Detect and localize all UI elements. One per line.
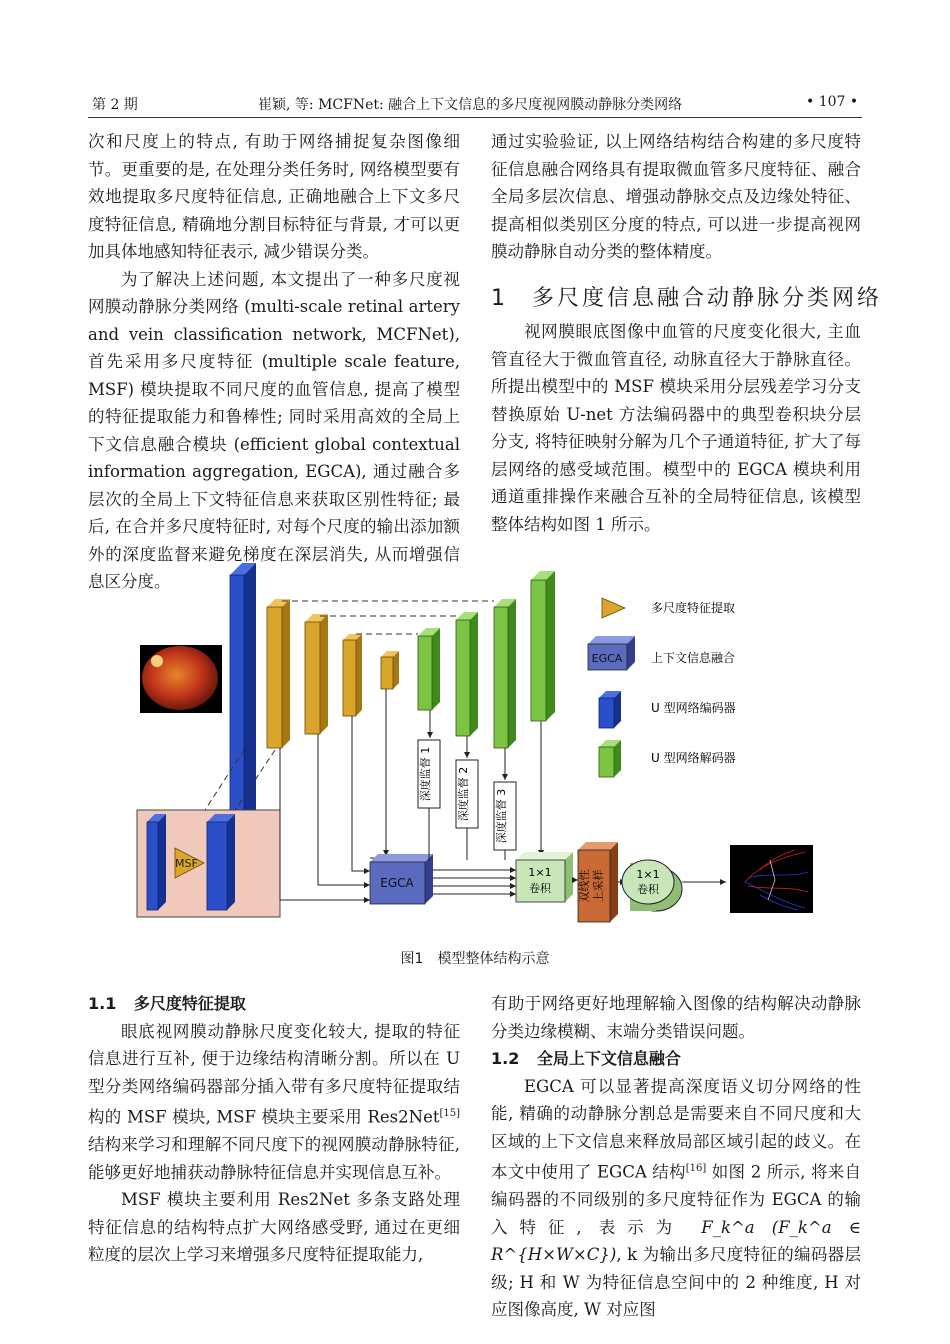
header-rule (88, 117, 862, 118)
upsample-line2: 上采样 (592, 869, 605, 903)
figure-caption: 图1 模型整体结构示意 (400, 951, 550, 967)
egca-label: EGCA (380, 876, 414, 890)
legend-encoder-icon (599, 691, 621, 728)
paragraph: 为了解决上述问题, 本文提出了一种多尺度视网膜动静脉分类网络 (multi-scale retinal artery and vein classification network, MCFNet), 首先采用多尺度特征 (multiple scale feature, MSF) 模块提取不同尺度的血管信息, 提高了模型的特征提取能力和鲁棒性; 同时采用高效的全局上下文信息融合模块 (efficient global contextual information aggregation, EGCA), 通过融合多层次的全局上下文特征信息来获取区别性特征; 最后, 在合并多尺度特征时, 对每个尺度的输出添加额外的深度监督来避免梯度在深层消失, 从而增强信息区分度。 (88, 269, 460, 591)
output-vessel-map (730, 845, 813, 913)
legend-egca-box-label: EGCA (591, 652, 623, 665)
right-column-section1 (491, 318, 861, 538)
model-architecture-figure (0, 560, 950, 940)
decoder-block-1 (418, 628, 440, 710)
subsection-number: 1.1 (88, 994, 117, 1013)
section-1-heading (491, 281, 882, 312)
paragraph (88, 1018, 460, 1187)
feature-block-4 (381, 651, 399, 689)
msf-encoder-right (207, 814, 235, 910)
encoder-block (230, 563, 256, 844)
deep-sup-1-label: 深度监督 1 (419, 746, 432, 802)
paragraph: 次和尺度上的特点, 有助于网络捕捉复杂图像细节。更重要的是, 在处理分类任务时, 网络模型要有效地提取多尺度特征信息, 正确地融合上下文多尺度特征信息, 精确地分割目标特征与背景, 才可以更加具体地感知特征表示, 减少错误分类。 (88, 132, 460, 261)
page-number: • 107 • (806, 94, 859, 110)
egca-module (370, 854, 433, 904)
fundus-icon (142, 646, 218, 710)
paragraph-text: 结构来学习和理解不同尺度下的视网膜动静脉特征, 能够更好地捕获动静脉特征信息并实现信息互补。 (88, 1135, 460, 1182)
legend-encoder: U 型网络编码器 (651, 701, 736, 715)
figure-legend (588, 598, 736, 777)
deep-supervision-1 (418, 710, 440, 808)
deep-supervision-2 (456, 736, 478, 828)
paragraph-text: , k 为输出多尺度特征的编码器层级; H 和 W 为特征信息空间中的 2 种维度, H 对应图像高度, W 对应图 (491, 1245, 861, 1319)
legend-decoder-icon (599, 740, 621, 777)
section-title: 多尺度信息融合动静脉分类网络 (532, 286, 883, 311)
egca-to-conv-arrows (433, 870, 516, 894)
paragraph-text: 眼底视网膜动静脉尺度变化较大, 提取的特征信息进行互补, 便于边缘结构清晰分割。所以在 U 型分类网络编码器部分插入带有多尺度特征提取结构的 MSF 模块, MSF 模块主要采用 Res2Net (88, 1021, 460, 1127)
right-column-bottom (491, 990, 861, 1324)
conv-1x1-cylinder (622, 860, 682, 911)
paragraph-text: 如图 2 所示, 将来自编码器的不同级别的多尺度特征作为 EGCA 的输入特征, 表示为 (491, 1162, 861, 1237)
issue-number: 第 2 期 (92, 97, 138, 113)
feature-block-3 (343, 634, 362, 716)
msf-label: MSF (175, 857, 198, 870)
legend-msf: 多尺度特征提取 (651, 601, 736, 615)
paragraph: 有助于网络更好地理解输入图像的结构解决动静脉分类边缘模糊、末端分类错误问题。 (491, 994, 861, 1041)
left-column-top (88, 128, 460, 596)
decoder-block-4 (531, 571, 555, 721)
subsection-title: 多尺度特征提取 (133, 994, 246, 1013)
bilinear-upsample-block (577, 842, 618, 922)
decoder-block-2 (456, 612, 478, 736)
subsection-1-2-heading (491, 1045, 861, 1073)
math-expression: F_k^a (F_k^a ∈ R^{H×W×C}) (491, 1217, 861, 1264)
paragraph: 视网膜眼底图像中血管的尺度变化很大, 主血管直径大于微血管直径, 动脉直径大于静脉直径。所提出模型中的 MSF 模块采用分层残差学习分支替换原始 U-net 方法编码器中的典型卷积块分层分支, 将特征映射分解为几个子通道特征, 扩大了每层网络的感受域范围。模型中的 EGCA 模块利用通道重排操作来融合互补的全局特征信息, 该模型整体结构如图 1 所示。 (491, 322, 861, 534)
deep-sup-3-label: 深度监督 3 (495, 788, 508, 844)
paragraph: MSF 模块主要利用 Res2Net 多条支路处理特征信息的结构特点扩大网络感受野, 通过在更细粒度的层次上学习来增强多尺度特征提取能力, (88, 1190, 460, 1264)
right-column-top (491, 128, 861, 266)
paragraph-text: EGCA 可以显著提高深度语义切分网络的性能, 精确的动静脉分割总是需要来自不同尺度和大区域的上下文信息来释放局部区域引起的歧义。在本文中使用了 EGCA 结构 (491, 1076, 861, 1182)
legend-egca-icon (588, 636, 635, 670)
paragraph: 通过实验验证, 以上网络结构结合构建的多尺度特征信息融合网络具有提取微血管多尺度特征、融合全局多层次信息、增强动静脉交点及边缘处特征、提高相似类别区分度的特点, 可以进一步提高视网膜动静脉自动分类的整体精度。 (491, 132, 861, 261)
subsection-number: 1.2 (491, 1049, 520, 1068)
conv1-line1: 1×1 (528, 866, 552, 879)
conv1-line2: 卷积 (529, 882, 551, 895)
msf-encoder-left (147, 814, 166, 910)
conv2-line1: 1×1 (636, 868, 660, 881)
subsection-title: 全局上下文信息融合 (536, 1049, 681, 1068)
deep-sup-2-label: 深度监督 2 (457, 766, 470, 822)
left-column-bottom (88, 990, 460, 1269)
deep-sup-to-conv (429, 721, 541, 860)
conv-1x1-block (516, 852, 573, 902)
decoder-block-3 (494, 599, 516, 748)
citation: [16] (685, 1163, 707, 1174)
upsample-line1: 双线性 (578, 869, 591, 903)
feature-block-2 (305, 614, 328, 734)
deep-supervision-3 (494, 748, 516, 850)
subsection-1-1-heading (88, 990, 460, 1018)
section-number: 1 (491, 286, 508, 311)
conv2-line2: 卷积 (637, 883, 659, 896)
citation: [15] (439, 1108, 460, 1119)
paragraph (491, 1073, 861, 1324)
legend-egca: 上下文信息融合 (651, 651, 736, 665)
legend-decoder: U 型网络解码器 (651, 751, 736, 765)
legend-msf-icon (602, 598, 625, 618)
feature-block-1 (267, 599, 290, 748)
running-title: 崔颖, 等: MCFNet: 融合上下文信息的多尺度视网膜动静脉分类网络 (258, 97, 683, 113)
optic-disc (151, 655, 163, 667)
